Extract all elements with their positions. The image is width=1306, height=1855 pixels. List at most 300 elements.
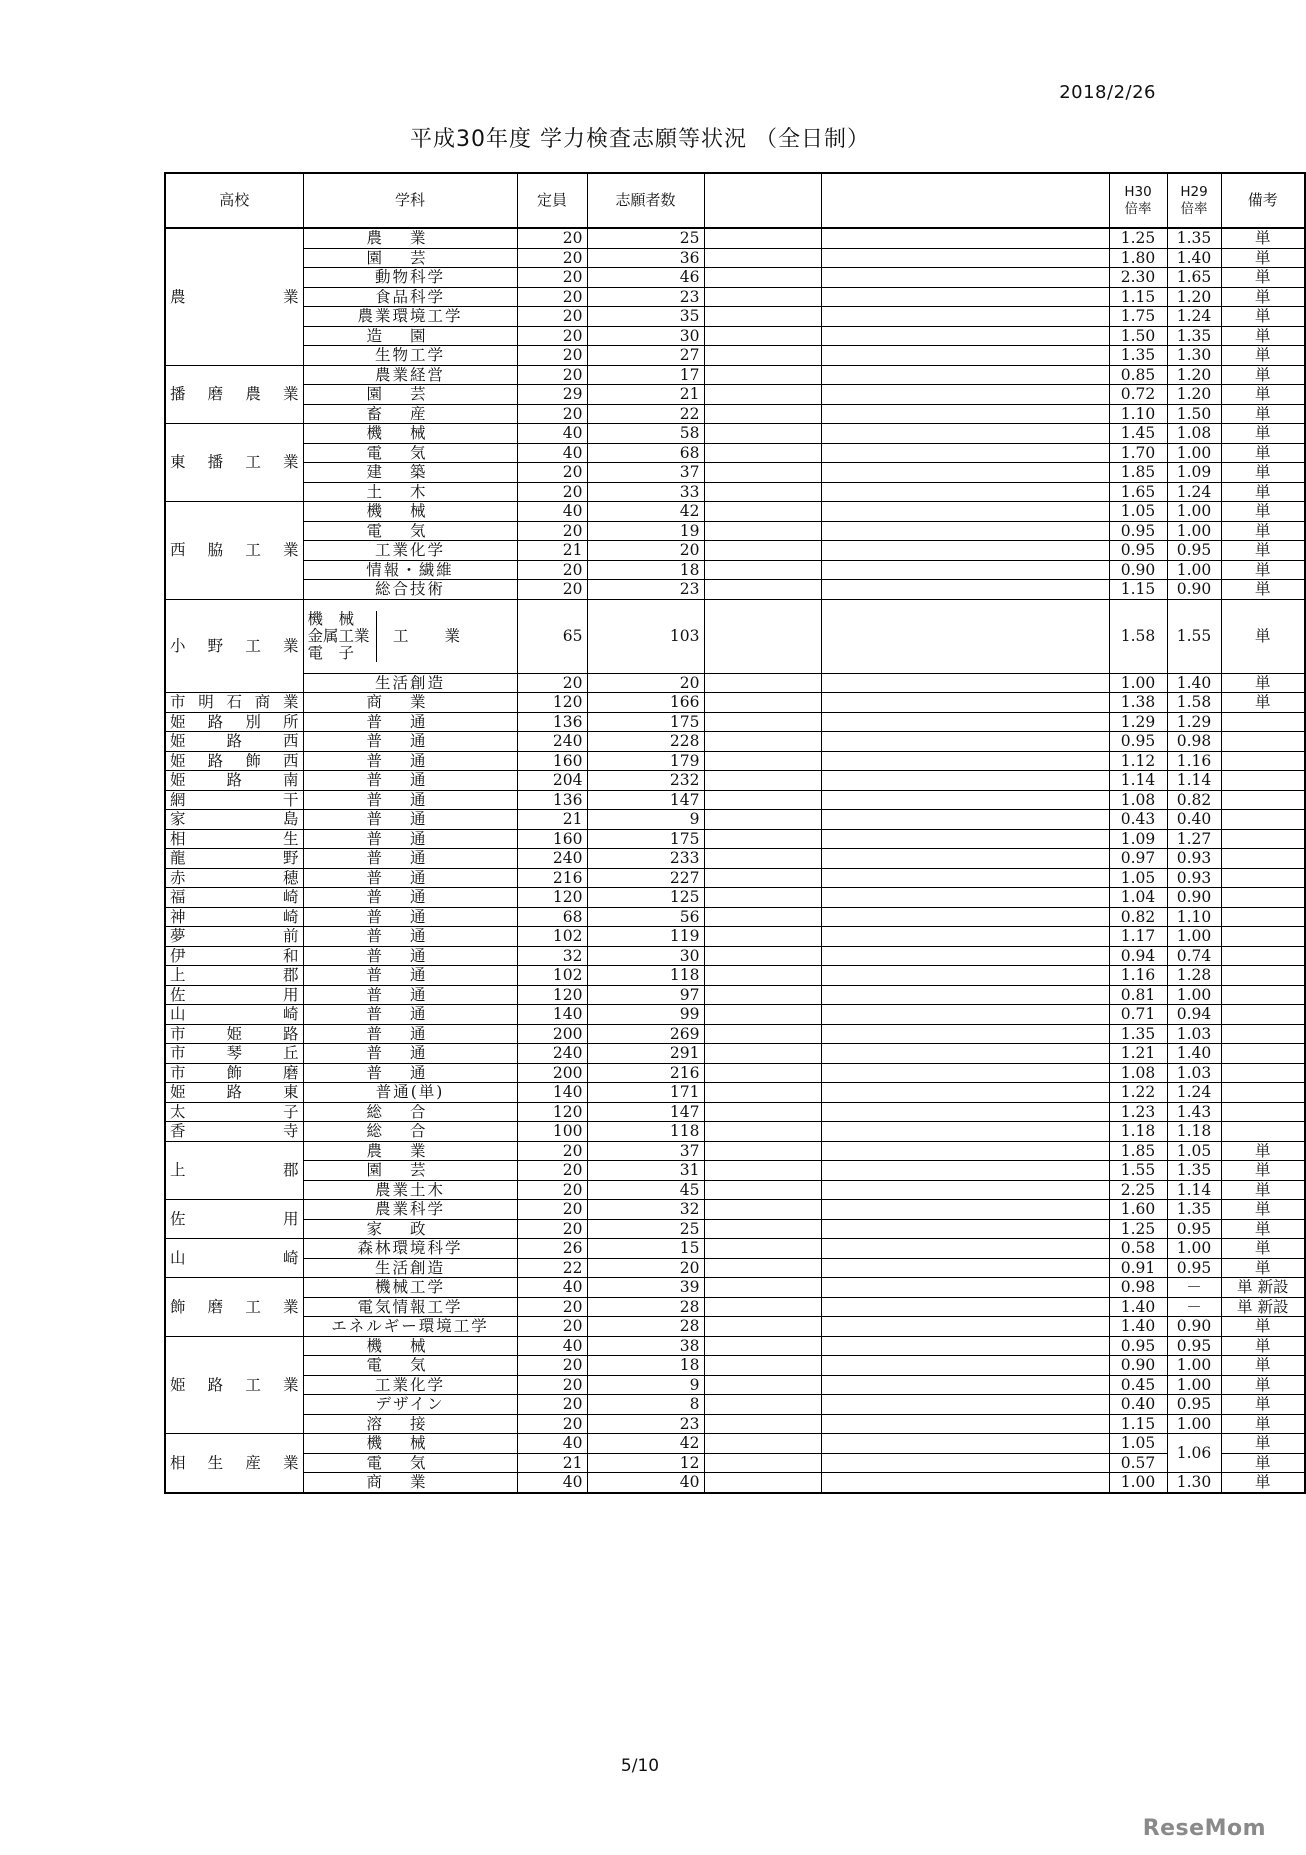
school-name: 家 島 <box>170 810 299 828</box>
notes-cell: 単 <box>1221 1356 1305 1376</box>
blank-cell <box>821 287 1109 307</box>
blank-cell <box>821 1258 1109 1278</box>
h29-rate-cell: 1.20 <box>1167 385 1221 405</box>
blank-cell <box>704 1239 821 1259</box>
header-h29-line1: H29 <box>1180 183 1208 200</box>
table-row <box>165 307 1305 327</box>
capacity-cell: 136 <box>517 712 587 732</box>
notes-cell <box>1221 927 1305 947</box>
school-name-cell <box>165 1200 303 1239</box>
department-cell: 農業経営 <box>303 365 517 385</box>
applicants-cell: 46 <box>587 268 704 288</box>
table-row <box>165 868 1305 888</box>
capacity-cell: 20 <box>517 248 587 268</box>
blank-cell <box>704 1005 821 1025</box>
h29-rate-cell: 0.95 <box>1167 1219 1221 1239</box>
notes-cell: 単 <box>1221 365 1305 385</box>
notes-cell: 単 <box>1221 326 1305 346</box>
school-name: 上 郡 <box>170 966 299 984</box>
notes-cell: 単 <box>1221 1239 1305 1259</box>
h30-rate-cell: 1.45 <box>1109 424 1167 444</box>
capacity-cell: 20 <box>517 580 587 600</box>
header-blank-2 <box>821 173 1109 228</box>
blank-cell <box>704 1317 821 1337</box>
applicants-cell: 118 <box>587 966 704 986</box>
h29-rate-cell: 1.00 <box>1167 443 1221 463</box>
notes-cell <box>1221 1005 1305 1025</box>
h29-rate-cell: 1.08 <box>1167 424 1221 444</box>
blank-cell <box>704 541 821 561</box>
department-cell: 食品科学 <box>303 287 517 307</box>
school-name: 佐 用 <box>170 985 299 1004</box>
capacity-cell: 20 <box>517 346 587 366</box>
h29-rate-cell: 1.58 <box>1167 693 1221 713</box>
notes-cell: 単 <box>1221 1200 1305 1220</box>
table-row <box>165 829 1305 849</box>
h29-rate-cell: 1.65 <box>1167 268 1221 288</box>
h29-rate-cell: 1.18 <box>1167 1122 1221 1142</box>
blank-cell <box>821 673 1109 693</box>
capacity-cell: 20 <box>517 1180 587 1200</box>
capacity-cell: 20 <box>517 307 587 327</box>
school-name-cell <box>165 1044 303 1064</box>
table-row <box>165 985 1305 1005</box>
school-name: 小 野 工 業 <box>170 636 299 655</box>
applicants-cell: 118 <box>587 1122 704 1142</box>
sub-department-label: 金属工業 <box>307 626 370 645</box>
document-title: 平成30年度 学力検査志願等状況 （全日制） <box>410 127 870 152</box>
applicants-cell: 147 <box>587 790 704 810</box>
capacity-cell: 160 <box>517 751 587 771</box>
school-name: 山 崎 <box>170 1248 299 1267</box>
table-row <box>165 790 1305 810</box>
department-cell: 生物工学 <box>303 346 517 366</box>
capacity-cell: 40 <box>517 1473 587 1493</box>
blank-cell <box>821 307 1109 327</box>
blank-cell <box>821 443 1109 463</box>
resemom-logo: ReseMom <box>1142 1816 1266 1841</box>
blank-cell <box>821 365 1109 385</box>
blank-cell <box>821 1122 1109 1142</box>
h30-rate-cell: 1.05 <box>1109 1434 1167 1454</box>
h29-rate-cell: － <box>1167 1278 1221 1298</box>
capacity-cell: 40 <box>517 502 587 522</box>
blank-cell <box>704 1395 821 1415</box>
capacity-cell: 22 <box>517 1258 587 1278</box>
school-name: 飾 磨 工 業 <box>170 1297 299 1316</box>
h29-rate-cell: 1.55 <box>1167 599 1221 673</box>
blank-cell <box>704 365 821 385</box>
h29-rate-cell: 1.40 <box>1167 673 1221 693</box>
applicants-cell: 291 <box>587 1044 704 1064</box>
department-cell: 工業化学 <box>303 541 517 561</box>
applicants-cell: 33 <box>587 482 704 502</box>
h30-rate-cell: 1.65 <box>1109 482 1167 502</box>
applicants-cell: 22 <box>587 404 704 424</box>
table-row <box>165 1356 1305 1376</box>
blank-cell <box>704 287 821 307</box>
h29-rate-cell: 0.90 <box>1167 580 1221 600</box>
capacity-cell: 204 <box>517 771 587 791</box>
department-cell: 生活創造 <box>303 1258 517 1278</box>
table-row <box>165 1083 1305 1103</box>
blank-cell <box>704 673 821 693</box>
blank-cell <box>704 1063 821 1083</box>
table-row <box>165 946 1305 966</box>
applicants-cell: 9 <box>587 1375 704 1395</box>
h30-rate-cell: 1.40 <box>1109 1297 1167 1317</box>
applicants-cell: 9 <box>587 810 704 830</box>
capacity-cell: 200 <box>517 1063 587 1083</box>
school-name-cell <box>165 1102 303 1122</box>
h29-rate-cell: 1.20 <box>1167 365 1221 385</box>
applicants-cell: 269 <box>587 1024 704 1044</box>
applicants-cell: 17 <box>587 365 704 385</box>
school-name-cell <box>165 732 303 752</box>
capacity-cell: 20 <box>517 326 587 346</box>
notes-cell: 単 <box>1221 521 1305 541</box>
h29-rate-cell: 1.00 <box>1167 521 1221 541</box>
h30-rate-cell: 1.55 <box>1109 1161 1167 1181</box>
capacity-cell: 20 <box>517 560 587 580</box>
table-row <box>165 1414 1305 1434</box>
department-cell: 農業 <box>303 1141 517 1161</box>
school-name: 西 脇 工 業 <box>170 541 299 559</box>
table-row <box>165 1297 1305 1317</box>
capacity-cell: 20 <box>517 673 587 693</box>
school-name-cell <box>165 751 303 771</box>
table-row <box>165 346 1305 366</box>
department-cell: 動物科学 <box>303 268 517 288</box>
table-body <box>165 228 1305 1493</box>
notes-cell <box>1221 1044 1305 1064</box>
notes-cell <box>1221 732 1305 752</box>
h30-rate-cell: 1.05 <box>1109 868 1167 888</box>
blank-cell <box>704 790 821 810</box>
h30-rate-cell: 1.15 <box>1109 287 1167 307</box>
school-name-cell <box>165 1239 303 1278</box>
capacity-cell: 240 <box>517 732 587 752</box>
school-name-cell <box>165 771 303 791</box>
h30-rate-cell: 1.16 <box>1109 966 1167 986</box>
blank-cell <box>704 1278 821 1298</box>
table-row <box>165 673 1305 693</box>
h29-rate-merged-cell: 1.06 <box>1167 1434 1221 1473</box>
notes-cell: 単 <box>1221 307 1305 327</box>
notes-cell: 単 <box>1221 248 1305 268</box>
notes-cell: 単 <box>1221 1375 1305 1395</box>
header-school: 高校 <box>165 173 303 228</box>
applicants-cell: 228 <box>587 732 704 752</box>
h30-rate-cell: 1.14 <box>1109 771 1167 791</box>
notes-cell: 単 <box>1221 1180 1305 1200</box>
applicants-cell: 40 <box>587 1473 704 1493</box>
department-cell: 普通 <box>303 849 517 869</box>
school-name-cell <box>165 1141 303 1200</box>
h29-rate-cell: 1.24 <box>1167 482 1221 502</box>
capacity-cell: 21 <box>517 1453 587 1473</box>
school-name: 市 琴 丘 <box>170 1044 299 1062</box>
department-cell: 工業化学 <box>303 1375 517 1395</box>
blank-cell <box>704 1122 821 1142</box>
table-row <box>165 1102 1305 1122</box>
h30-rate-cell: 1.10 <box>1109 404 1167 424</box>
table-row <box>165 927 1305 947</box>
blank-cell <box>704 580 821 600</box>
table-row <box>165 1453 1305 1473</box>
blank-cell <box>821 502 1109 522</box>
blank-cell <box>704 771 821 791</box>
applicants-cell: 30 <box>587 326 704 346</box>
applicants-cell: 125 <box>587 888 704 908</box>
blank-cell <box>704 1375 821 1395</box>
notes-cell: 単 <box>1221 1414 1305 1434</box>
department-cell: 機械 <box>303 1434 517 1454</box>
applicants-cell: 25 <box>587 228 704 248</box>
applicants-cell: 36 <box>587 248 704 268</box>
h29-rate-cell: 1.20 <box>1167 287 1221 307</box>
school-name: 龍 野 <box>170 849 299 867</box>
h29-rate-cell: 1.50 <box>1167 404 1221 424</box>
h30-rate-cell: 1.40 <box>1109 1317 1167 1337</box>
capacity-cell: 120 <box>517 1102 587 1122</box>
h29-rate-cell: 1.03 <box>1167 1024 1221 1044</box>
blank-cell <box>704 560 821 580</box>
school-name: 姫 路 工 業 <box>170 1375 299 1394</box>
h30-rate-cell: 1.22 <box>1109 1083 1167 1103</box>
school-name-cell <box>165 868 303 888</box>
applicants-cell: 37 <box>587 463 704 483</box>
application-status-table <box>164 172 1306 1494</box>
sub-department-label: 電 子 <box>307 643 355 662</box>
h30-rate-cell: 1.38 <box>1109 693 1167 713</box>
h30-rate-cell: 0.95 <box>1109 1336 1167 1356</box>
h30-rate-cell: 1.17 <box>1109 927 1167 947</box>
blank-cell <box>821 927 1109 947</box>
header-h29-line2: 倍率 <box>1180 200 1208 217</box>
h30-rate-cell: 1.21 <box>1109 1044 1167 1064</box>
notes-cell <box>1221 888 1305 908</box>
school-name: 佐 用 <box>170 1209 299 1228</box>
table-row <box>165 1434 1305 1454</box>
notes-cell: 単 <box>1221 693 1305 713</box>
department-cell: 電気 <box>303 1453 517 1473</box>
capacity-cell: 20 <box>517 463 587 483</box>
table-row <box>165 1258 1305 1278</box>
blank-cell <box>704 829 821 849</box>
applicants-cell: 28 <box>587 1317 704 1337</box>
h30-rate-cell: 0.57 <box>1109 1453 1167 1473</box>
notes-cell: 単 <box>1221 385 1305 405</box>
school-name-cell <box>165 810 303 830</box>
table-row <box>165 1005 1305 1025</box>
table-row <box>165 849 1305 869</box>
table-row <box>165 560 1305 580</box>
school-name: 姫 路 東 <box>170 1083 299 1101</box>
blank-cell <box>704 946 821 966</box>
table-row <box>165 1278 1305 1298</box>
header-department: 学科 <box>303 173 517 228</box>
blank-cell <box>704 268 821 288</box>
notes-cell <box>1221 868 1305 888</box>
table-row <box>165 1024 1305 1044</box>
table-row <box>165 541 1305 561</box>
blank-cell <box>821 1395 1109 1415</box>
document-date: 2018/2/26 <box>1059 82 1156 103</box>
department-cell: 普通(単) <box>303 1083 517 1103</box>
blank-cell <box>704 1453 821 1473</box>
h29-rate-cell: 0.95 <box>1167 1336 1221 1356</box>
header-capacity: 定員 <box>517 173 587 228</box>
blank-cell <box>821 248 1109 268</box>
h29-rate-cell: 1.00 <box>1167 560 1221 580</box>
department-cell: エネルギー環境工学 <box>303 1317 517 1337</box>
department-label: 工業 <box>393 626 497 645</box>
capacity-cell: 100 <box>517 1122 587 1142</box>
blank-cell <box>821 946 1109 966</box>
h29-rate-cell: 1.16 <box>1167 751 1221 771</box>
blank-cell <box>821 1317 1109 1337</box>
notes-cell <box>1221 790 1305 810</box>
notes-cell <box>1221 712 1305 732</box>
table-row <box>165 1063 1305 1083</box>
notes-cell <box>1221 829 1305 849</box>
applicants-cell: 31 <box>587 1161 704 1181</box>
notes-cell: 単 <box>1221 404 1305 424</box>
notes-cell <box>1221 771 1305 791</box>
capacity-cell: 200 <box>517 1024 587 1044</box>
department-cell: 総合 <box>303 1122 517 1142</box>
h30-rate-cell: 1.05 <box>1109 502 1167 522</box>
notes-cell <box>1221 1102 1305 1122</box>
capacity-cell: 20 <box>517 365 587 385</box>
department-cell: 普通 <box>303 888 517 908</box>
school-name: 夢 前 <box>170 927 299 945</box>
h29-rate-cell: 1.24 <box>1167 1083 1221 1103</box>
department-cell: 普通 <box>303 985 517 1005</box>
h30-rate-cell: 0.71 <box>1109 1005 1167 1025</box>
blank-cell <box>704 1024 821 1044</box>
department-cell: 農業環境工学 <box>303 307 517 327</box>
applicants-cell: 42 <box>587 1434 704 1454</box>
blank-cell <box>821 404 1109 424</box>
blank-cell <box>704 732 821 752</box>
school-name: 市 明 石 商 業 <box>170 693 299 711</box>
notes-cell: 単 <box>1221 1434 1305 1454</box>
blank-cell <box>704 1141 821 1161</box>
school-name-cell <box>165 888 303 908</box>
h30-rate-cell: 0.58 <box>1109 1239 1167 1259</box>
capacity-cell: 20 <box>517 1141 587 1161</box>
h30-rate-cell: 1.15 <box>1109 1414 1167 1434</box>
capacity-cell: 40 <box>517 443 587 463</box>
h30-rate-cell: 1.29 <box>1109 712 1167 732</box>
h29-rate-cell: 1.35 <box>1167 1200 1221 1220</box>
applicants-cell: 21 <box>587 385 704 405</box>
table-row <box>165 1122 1305 1142</box>
notes-cell: 単 <box>1221 424 1305 444</box>
applicants-cell: 25 <box>587 1219 704 1239</box>
notes-cell: 単 新設 <box>1221 1278 1305 1298</box>
h30-rate-cell: 1.09 <box>1109 829 1167 849</box>
capacity-cell: 102 <box>517 927 587 947</box>
table-row <box>165 1180 1305 1200</box>
applicants-cell: 42 <box>587 502 704 522</box>
h30-rate-cell: 0.81 <box>1109 985 1167 1005</box>
h30-rate-cell: 0.45 <box>1109 1375 1167 1395</box>
department-cell: 普通 <box>303 810 517 830</box>
applicants-cell: 20 <box>587 541 704 561</box>
table-row <box>165 228 1305 248</box>
blank-cell <box>704 985 821 1005</box>
blank-cell <box>704 927 821 947</box>
school-name-cell <box>165 1083 303 1103</box>
h29-rate-cell: － <box>1167 1297 1221 1317</box>
applicants-cell: 20 <box>587 673 704 693</box>
table-row <box>165 751 1305 771</box>
header-h29-rate <box>1167 173 1221 228</box>
applicants-cell: 32 <box>587 1200 704 1220</box>
h29-rate-cell: 1.00 <box>1167 502 1221 522</box>
h30-rate-cell: 1.35 <box>1109 346 1167 366</box>
header-h30-rate <box>1109 173 1167 228</box>
blank-cell <box>821 732 1109 752</box>
capacity-cell: 102 <box>517 966 587 986</box>
notes-cell: 単 <box>1221 1258 1305 1278</box>
blank-cell <box>704 1414 821 1434</box>
h30-rate-cell: 1.12 <box>1109 751 1167 771</box>
notes-cell: 単 <box>1221 599 1305 673</box>
h30-rate-cell: 1.18 <box>1109 1122 1167 1142</box>
h30-rate-cell: 1.35 <box>1109 1024 1167 1044</box>
department-cell: 普通 <box>303 1024 517 1044</box>
blank-cell <box>704 1258 821 1278</box>
department-cell: 普通 <box>303 1063 517 1083</box>
table-row <box>165 1336 1305 1356</box>
table-row <box>165 1200 1305 1220</box>
blank-cell <box>821 560 1109 580</box>
table-row <box>165 1219 1305 1239</box>
school-name: 福 崎 <box>170 888 299 906</box>
h29-rate-cell: 1.00 <box>1167 927 1221 947</box>
table-row <box>165 287 1305 307</box>
h29-rate-cell: 1.35 <box>1167 1161 1221 1181</box>
department-cell: 農業科学 <box>303 1200 517 1220</box>
blank-cell <box>821 888 1109 908</box>
school-name-cell <box>165 424 303 502</box>
school-name: 姫 路 南 <box>170 771 299 789</box>
blank-cell <box>704 693 821 713</box>
h29-rate-cell: 0.94 <box>1167 1005 1221 1025</box>
h29-rate-cell: 1.30 <box>1167 1473 1221 1493</box>
table-row <box>165 1473 1305 1493</box>
blank-cell <box>821 385 1109 405</box>
applicants-cell: 103 <box>587 599 704 673</box>
h29-rate-cell: 1.35 <box>1167 326 1221 346</box>
notes-cell: 単 <box>1221 228 1305 248</box>
notes-cell: 単 <box>1221 287 1305 307</box>
capacity-cell: 120 <box>517 888 587 908</box>
table-row <box>165 1141 1305 1161</box>
applicants-cell: 30 <box>587 946 704 966</box>
school-name: 市 飾 磨 <box>170 1063 299 1082</box>
h30-rate-cell: 1.00 <box>1109 673 1167 693</box>
combined-department <box>308 600 513 673</box>
h29-rate-cell: 0.74 <box>1167 946 1221 966</box>
h30-rate-cell: 1.00 <box>1109 1473 1167 1493</box>
table-row <box>165 424 1305 444</box>
table-row <box>165 712 1305 732</box>
